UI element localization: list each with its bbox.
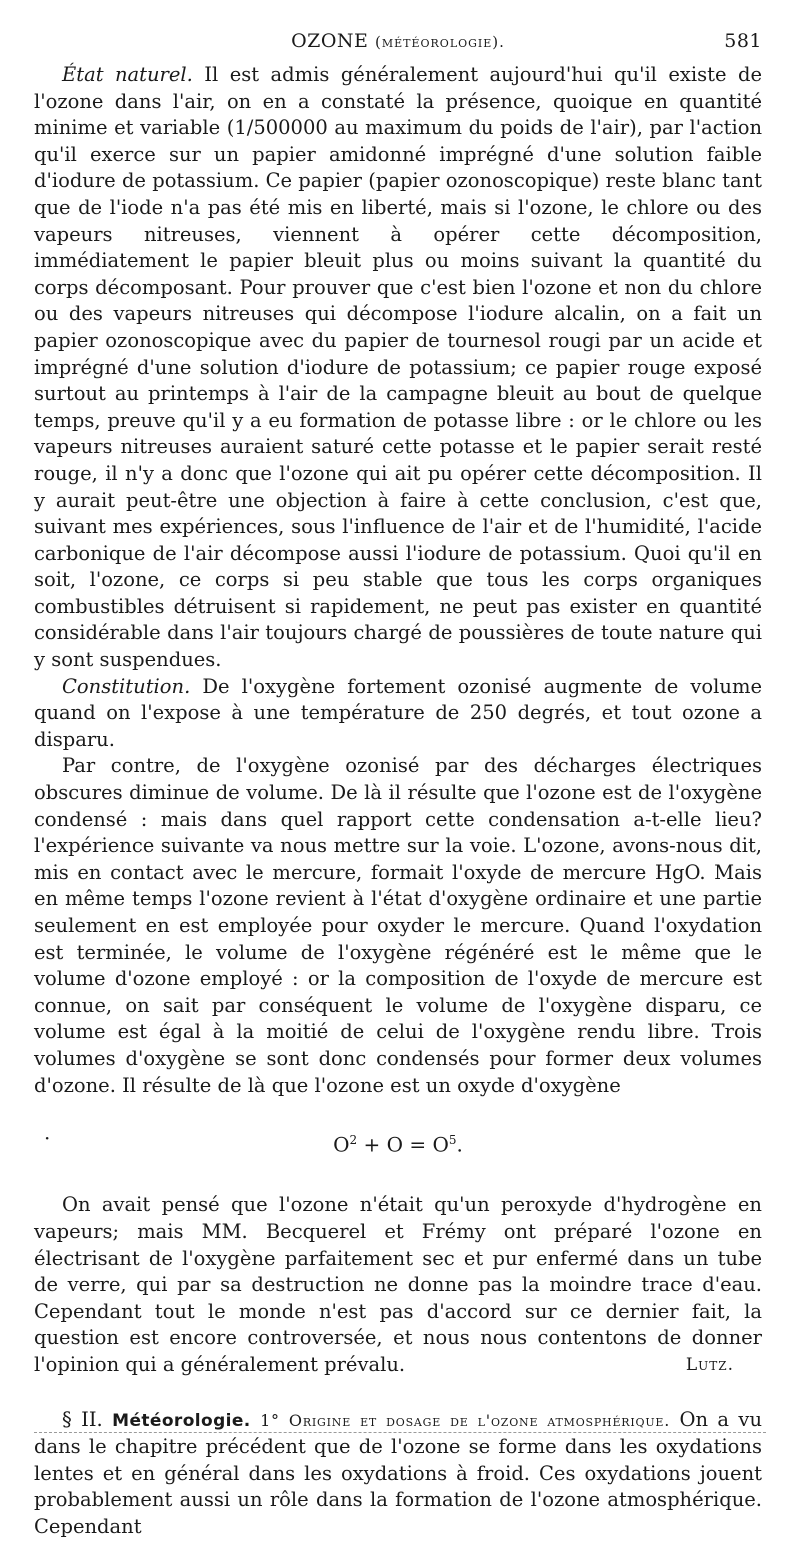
text-peroxyde: On avait pensé que l'ozone n'était qu'un peroxyde d'hydrogène en vapeurs; mais MM. Becquerel et Frémy ont préparé l'ozone en électrisant de l'oxygène parfaitement sec et pur enfermé dans un tube de verre, qui par sa destruction ne donne pas la moindre trace d'eau. Cependant tout le monde n'est pas d'accord sur ce dernier fait, la question est encore controversée, et nous nous contentons de donner l'opinion qui a généralement prévalu. xyxy=(34,1193,762,1376)
running-head xyxy=(34,28,762,62)
formula-o2: O xyxy=(333,1132,350,1157)
section-subtitle: 1° Origine et dosage de l'ozone atmosphérique. xyxy=(260,1410,671,1430)
author-signature: Lutz. xyxy=(685,1354,734,1375)
section-gap xyxy=(34,1379,762,1407)
formula-end: . xyxy=(456,1132,463,1157)
label-constitution: Constitution. xyxy=(62,674,191,698)
formula-plus: + O = xyxy=(357,1132,433,1157)
paragraph-etat-naturel xyxy=(34,62,762,674)
header-title: OZONE xyxy=(291,30,369,52)
header-subtitle: (météorologie). xyxy=(374,33,505,51)
section-2 xyxy=(34,1407,762,1541)
formula-ozone xyxy=(34,1127,762,1158)
formula-margin-mark: · xyxy=(44,1126,51,1151)
section-text: On a vu dans le chapitre précédent que de l'ozone se forme dans les oxydations lentes et en général dans les oxydations à froid. Ces oxydations jouent probablement aussi un rôle dans la formation de l'ozone atmosphérique. Cependant xyxy=(34,1407,763,1538)
section-title: Météorologie. xyxy=(112,1410,251,1431)
paragraph-constitution xyxy=(34,674,762,754)
paragraph-par-contre: Par contre, de l'oxygène ozonisé par des décharges électriques obscures diminue de volume. De là il résulte que l'ozone est de l'oxygène condensé : mais dans quel rapport cette condensation a-t-elle lieu? l'expérience suivante va nous mettre sur la voie. L'ozone, avons-nous dit, mis en contact avec le mercure, formait l'oxyde de mercure HgO. Mais en même temps l'ozone revient à l'état d'oxygène ordinaire et une partie seulement en est employée pour oxyder le mercure. Quand l'oxydation est terminée, le volume de l'oxygène régénéré est le même que le volume d'ozone employé : or la composition de l'oxyde de mercure est connue, on sait par conséquent le volume de l'oxygène disparu, ce volume est égal à la moitié de celui de l'oxygène rendu libre. Trois volumes d'oxygène se sont donc condensés pour former deux volumes d'ozone. Il résulte de là que l'ozone est un oxyde d'oxygène xyxy=(34,754,762,1097)
label-etat-naturel: État naturel. xyxy=(62,63,193,86)
formula-o3: O xyxy=(432,1132,449,1157)
page-number: 581 xyxy=(724,30,762,52)
bottom-dotted-rule xyxy=(34,1432,766,1433)
formula-sup3: 5 xyxy=(448,1133,457,1148)
paragraph-peroxyde xyxy=(34,1192,762,1378)
text-etat-naturel: Il est admis généralement aujourd'hui qu'il existe de l'ozone dans l'air, on en a constaté la présence, quoique en quantité minime et variable (1/500000 au maximum du poids de l'air), par l'action qu'il exerce sur un papier amidonné imprégné d'une solution faible d'iodure de potassium. Ce papier (papier ozonoscopique) reste blanc tant que de l'iode n'a pas été mis en liberté, mais si l'ozone, le chlore ou des vapeurs nitreuses, viennent à opérer cette décomposition, immédiatement le papier bleuit plus ou moins suivant la quantité du corps décomposant. Pour prouver que c'est bien l'ozone et non du chlore ou des vapeurs nitreuses qui décompose l'iodure alcalin, on a fait un papier ozonoscopique avec du papier de tournesol rougi par un acide et imprégné d'une solution d'iodure de potassium; ce papier rouge exposé surtout au printemps à l'air de la campagne bleuit au bout de quelque temps, preuve qu'il y a eu formation de potasse libre : or le chlore ou les vapeurs nitreuses auraient saturé cette potasse et le papier serait resté rouge, il n'y a donc que l'ozone qui ait pu opérer cette décomposition. Il y aurait peut-être une objection à faire à cette conclusion, c'est que, suivant mes expériences, sous l'influence de l'air et de l'humidité, l'acide carbonique de l'air décompose aussi l'iodure de potassium. Quoi qu'il en soit, l'ozone, ce corps si peu stable que tous les corps organiques combustibles détruisent si rapidement, ne peut pas exister en quantité considérable dans l'air toujours chargé de poussières de toute nature qui y sont suspendues. xyxy=(34,63,762,672)
formula-sup2: 2 xyxy=(349,1133,358,1148)
text-constitution: De l'oxygène fortement ozonisé augmente de volume quand on l'expose à une température de 250 degrés, et tout ozone a disparu. xyxy=(34,674,762,751)
section-number: § II. xyxy=(62,1407,103,1431)
